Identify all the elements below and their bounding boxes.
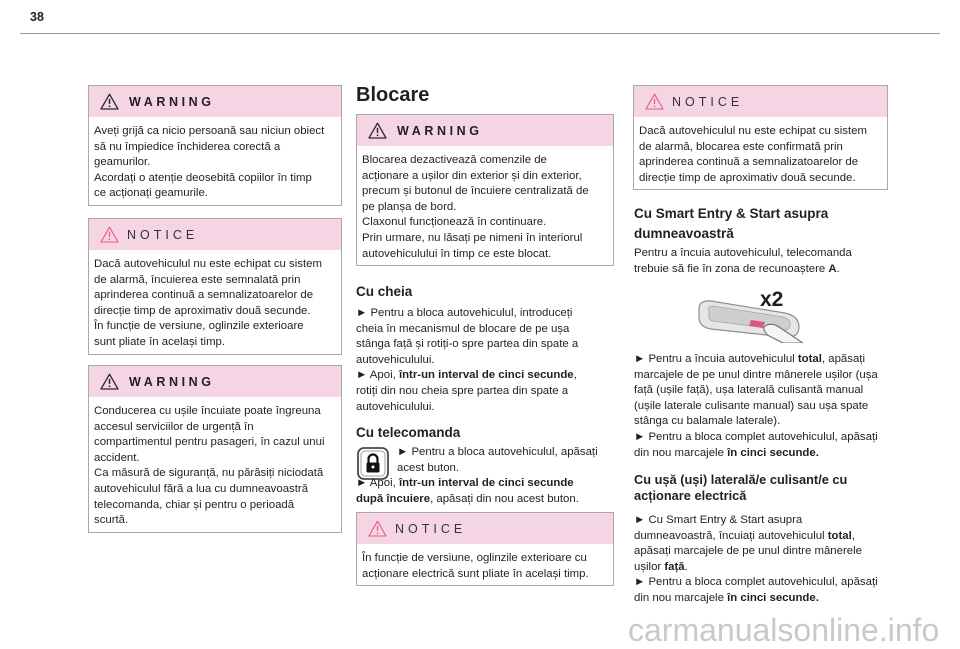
left-column bbox=[88, 0, 342, 649]
text-line: Dacă autovehiculul nu este echipat cu sistem bbox=[94, 258, 322, 270]
text-line: telecomanda, chiar și pentru o perioadă bbox=[94, 498, 295, 511]
text-run: , bbox=[851, 529, 855, 542]
watermark: carmanualsonline.info bbox=[628, 612, 940, 648]
door-handle-touch-icon bbox=[697, 283, 803, 343]
text-line: pe planșa de bord. bbox=[362, 200, 457, 213]
page-number: 38 bbox=[30, 10, 44, 24]
text-line: accesul serviciilor de urgență în bbox=[94, 420, 254, 433]
heading-with-remote: Cu telecomanda bbox=[356, 425, 461, 440]
text-run: trebuie să fie în zona de recunoaștere bbox=[634, 262, 829, 275]
text-line: cheia în mecanismul de blocare de pe ușa bbox=[356, 322, 570, 335]
text-line bbox=[634, 529, 878, 545]
text-line: stânga față și rotiți-o spre partea din spate a bbox=[356, 338, 579, 351]
middle-column bbox=[356, 0, 614, 649]
text-line bbox=[634, 262, 852, 278]
notice-text bbox=[89, 250, 341, 354]
text-run: . bbox=[836, 262, 840, 275]
warning-text bbox=[89, 117, 341, 205]
warning-triangle-icon bbox=[100, 373, 119, 390]
notice-label: NOTICE bbox=[395, 521, 467, 536]
text-run: dumneavoastră, încuiați autovehiculul bbox=[634, 529, 828, 542]
text-line: Acordați o atenție deosebită copiilor în timp bbox=[94, 171, 312, 184]
text-line: accident. bbox=[94, 451, 140, 464]
notice-box-mirrors bbox=[356, 512, 614, 586]
text-line: ► Pentru a bloca autovehiculul, apăsați bbox=[397, 446, 598, 458]
bold-text: A bbox=[828, 262, 837, 275]
warning-triangle-icon bbox=[368, 122, 387, 139]
text-line: ► Cu Smart Entry & Start asupra bbox=[634, 514, 803, 526]
text-line: față (ușile față), ușa laterală culisantă manual bbox=[634, 384, 864, 397]
bold-text: după încuiere bbox=[356, 492, 431, 505]
text-line: dumneavoastră bbox=[634, 226, 734, 241]
warning-box-locked-doors bbox=[88, 365, 342, 533]
with-remote-instructions bbox=[356, 476, 579, 507]
notice-header bbox=[357, 513, 613, 544]
text-line: ce acționați geamurile. bbox=[94, 187, 208, 200]
text-line: Pentru a încuia autovehiculul, telecomanda bbox=[634, 247, 852, 259]
section-title: Blocare bbox=[356, 84, 430, 106]
text-line: direcție timp de aproximativ două secunde. bbox=[94, 304, 311, 317]
notice-label: NOTICE bbox=[127, 227, 199, 242]
warning-text bbox=[357, 146, 613, 265]
warning-header bbox=[89, 86, 341, 117]
heading-smart-entry bbox=[634, 204, 828, 244]
bold-text: față bbox=[664, 560, 685, 573]
with-key-instructions bbox=[356, 306, 578, 415]
notice-triangle-icon bbox=[368, 520, 387, 537]
text-line: precum și butonul de încuiere centralizată de bbox=[362, 185, 589, 198]
text-line bbox=[356, 492, 579, 508]
smart-entry-instructions bbox=[634, 352, 878, 461]
warning-box-windows bbox=[88, 85, 342, 206]
notice-box-alarm-confirmation bbox=[633, 85, 888, 190]
notice-label: NOTICE bbox=[672, 94, 744, 109]
text-line: rotiți din nou cheia spre partea din spate a bbox=[356, 384, 569, 397]
warning-text bbox=[89, 397, 341, 532]
text-line: autovehiculul fără a lua cu dumneavoastră bbox=[94, 482, 309, 495]
text-line: ► Pentru a bloca complet autovehiculul, apăsați bbox=[634, 576, 878, 589]
text-line: de alarmă, încuierea este semnalată prin bbox=[94, 273, 301, 286]
warning-header bbox=[357, 115, 613, 146]
text-line: Cu Smart Entry & Start asupra bbox=[634, 206, 829, 221]
text-run: , bbox=[573, 369, 577, 382]
text-line: acționare electrică bbox=[634, 488, 747, 503]
text-line: direcție timp de aproximativ două secunde. bbox=[639, 171, 856, 184]
text-line bbox=[356, 476, 579, 492]
text-line: stânga cu balamale laterale). bbox=[634, 415, 781, 428]
text-line: scurtă. bbox=[94, 514, 129, 527]
text-line bbox=[634, 352, 878, 368]
text-run: ușilor bbox=[634, 560, 665, 573]
right-column bbox=[633, 0, 888, 649]
notice-header bbox=[89, 219, 341, 250]
text-line: Prin urmare, nu lăsați pe nimeni în interiorul bbox=[362, 231, 583, 244]
warning-label: WARNING bbox=[129, 94, 215, 109]
bold-text: în cinci secunde. bbox=[727, 591, 819, 604]
text-run: ► Apoi, bbox=[356, 369, 399, 382]
text-line: marcajele de pe unul dintre mânerele ușilor (ușa bbox=[634, 368, 878, 381]
press-count-label: x2 bbox=[760, 288, 784, 311]
text-run: ► Pentru a încuia autovehiculul bbox=[634, 353, 798, 365]
text-line bbox=[634, 446, 878, 462]
bold-text: total bbox=[827, 529, 852, 542]
text-line bbox=[634, 591, 878, 607]
bold-text: în cinci secunde. bbox=[727, 446, 819, 459]
heading-electric-sliding-doors bbox=[634, 472, 847, 504]
text-line bbox=[356, 368, 578, 384]
with-remote-instructions-indented bbox=[397, 445, 598, 476]
text-line: În funcție de versiune, oglinzile exterioare cu bbox=[362, 552, 587, 564]
warning-box-blocking bbox=[356, 114, 614, 266]
notice-box-alarm bbox=[88, 218, 342, 355]
text-line: Ca măsură de siguranță, nu părăsiți niciodată bbox=[94, 467, 324, 480]
notice-triangle-icon bbox=[645, 93, 664, 110]
text-line: sunt pliate în același timp. bbox=[94, 335, 226, 348]
notice-triangle-icon bbox=[100, 226, 119, 243]
text-line: Claxonul funcționează în continuare. bbox=[362, 216, 547, 229]
text-line: În funcție de versiune, oglinzile exterioare bbox=[94, 320, 304, 333]
text-line: aprinderea continuă a semnalizatoarelor de bbox=[639, 156, 859, 169]
text-line: Dacă autovehiculul nu este echipat cu sistem bbox=[639, 125, 867, 137]
text-line: Conducerea cu ușile încuiate poate îngreuna bbox=[94, 405, 321, 417]
notice-header bbox=[634, 86, 887, 117]
electric-sliding-instructions bbox=[634, 513, 878, 607]
text-line: acționare electrică sunt pliate în același timp. bbox=[362, 567, 589, 580]
text-line: apăsați marcajele de pe unul dintre mânerele bbox=[634, 545, 862, 558]
text-line bbox=[634, 560, 878, 576]
text-run: , apăsați bbox=[821, 353, 865, 365]
warning-triangle-icon bbox=[100, 93, 119, 110]
text-line: de alarmă, blocarea este confirmată prin bbox=[639, 140, 843, 153]
text-run: . bbox=[684, 560, 688, 573]
text-line: ► Pentru a bloca autovehiculul, introduceți bbox=[356, 307, 573, 319]
text-line: acest buton. bbox=[397, 461, 460, 474]
text-run: din nou marcajele bbox=[634, 446, 728, 459]
text-line: (ușile laterale culisante manual) sau ușa spate bbox=[634, 399, 869, 412]
text-line: Cu ușă (uși) laterală/e culisant/e cu bbox=[634, 472, 848, 487]
notice-text bbox=[634, 117, 887, 189]
text-line: Aveți grijă ca nicio persoană sau niciun obiect bbox=[94, 125, 325, 137]
text-line: autovehiculului în timp ce este blocat. bbox=[362, 247, 552, 260]
text-run: din nou marcajele bbox=[634, 591, 728, 604]
text-line: autovehiculului. bbox=[356, 400, 435, 413]
text-line: compartimentul pentru pasageri, în cazul unui bbox=[94, 436, 325, 449]
bold-text: total bbox=[797, 353, 822, 365]
text-run: , apăsați din nou acest buton. bbox=[430, 492, 579, 505]
text-line: să nu împiedice închiderea corectă a bbox=[94, 140, 281, 153]
warning-label: WARNING bbox=[397, 123, 483, 138]
text-line: ► Pentru a bloca complet autovehiculul, apăsați bbox=[634, 430, 878, 443]
warning-label: WARNING bbox=[129, 374, 215, 389]
smart-entry-intro bbox=[634, 246, 852, 277]
text-run: ► Apoi, bbox=[356, 477, 399, 489]
text-line: autovehiculului. bbox=[356, 353, 435, 366]
text-line: acționare a ușilor din exterior și din exterior, bbox=[362, 169, 582, 182]
text-line: Blocarea dezactivează comenzile de bbox=[362, 154, 547, 166]
notice-text bbox=[357, 544, 613, 585]
text-line: aprinderea continuă a semnalizatoarelor de bbox=[94, 289, 314, 302]
bold-text: într-un interval de cinci secunde bbox=[398, 477, 574, 489]
text-line: geamurilor. bbox=[94, 156, 151, 169]
heading-with-key: Cu cheia bbox=[356, 284, 413, 299]
warning-header bbox=[89, 366, 341, 397]
bold-text: într-un interval de cinci secunde bbox=[398, 369, 574, 382]
